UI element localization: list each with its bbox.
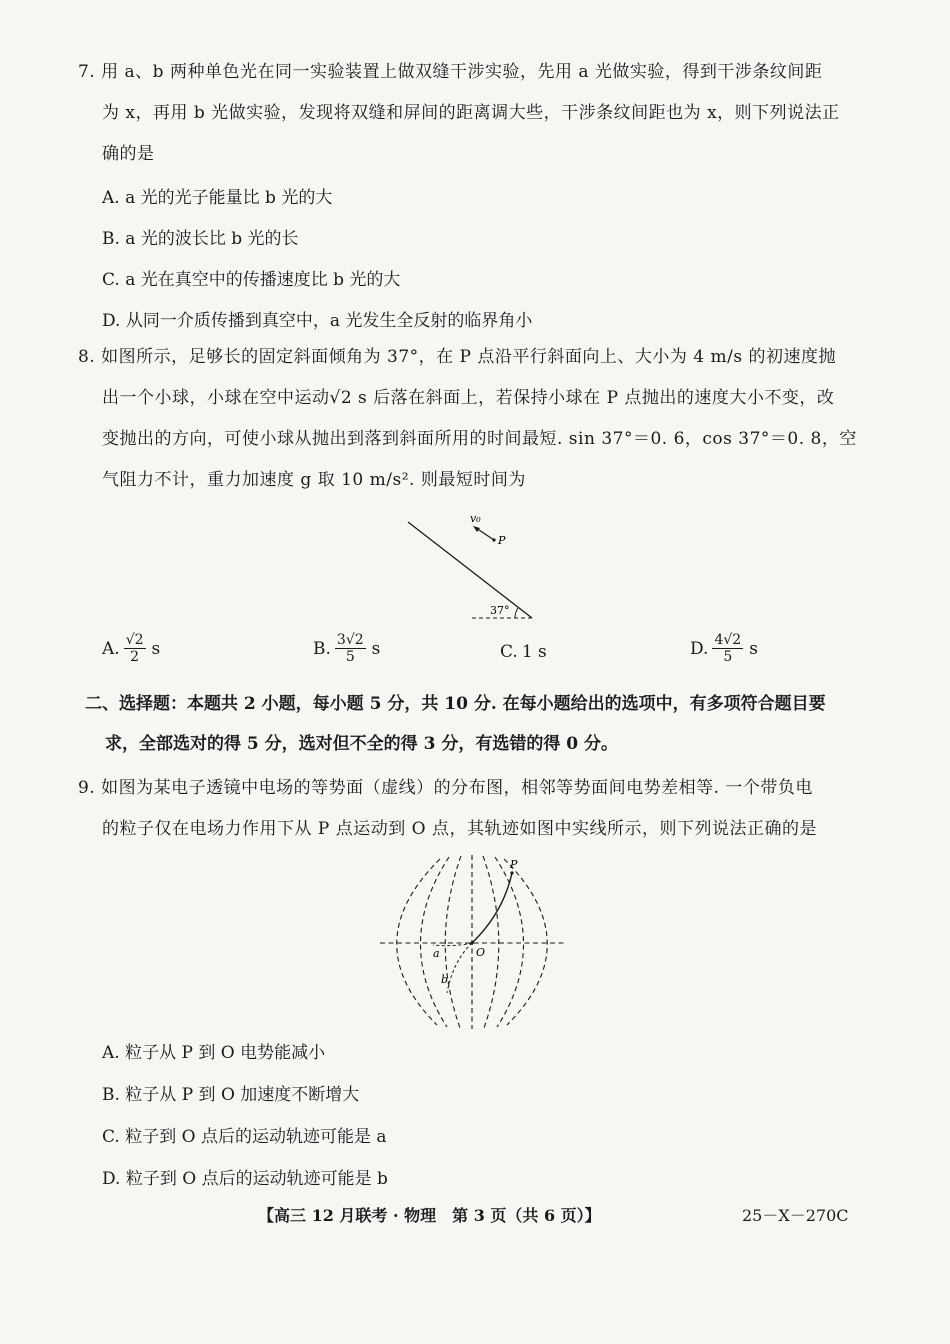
q8-option-d: D. $\frac{4√2}{5}$ s <box>690 632 758 665</box>
page-footer: 【高三 12 月联考 · 物理 第 3 页（共 6 页）】 <box>258 1206 601 1225</box>
q9-option-d: D. 粒子到 O 点后的运动轨迹可能是 b <box>102 1169 388 1189</box>
question-7 <box>78 52 858 175</box>
q8-line-2: 出一个小球，小球在空中运动√2 s 后落在斜面上，若保持小球在 P 点抛出的速度大小不变，改 <box>102 388 835 408</box>
q8-line-3: 变抛出的方向，可使小球从抛出到落到斜面所用的时间最短. sin 37°＝0. 6，cos 37°＝0. 8，空 <box>102 429 857 449</box>
q7-option-d: D. 从同一介质传播到真空中，a 光发生全反射的临界角小 <box>102 311 533 331</box>
section-2-line-1: 二、选择题：本题共 2 小题，每小题 5 分，共 10 分. 在每小题给出的选项中，有多项符合题目要 <box>85 694 826 714</box>
paper-code: 25－X－270C <box>742 1206 849 1225</box>
q9-option-c: C. 粒子到 O 点后的运动轨迹可能是 a <box>102 1127 387 1147</box>
q7-line-1: 7. 用 a、b 两种单色光在同一实验装置上做双缝干涉实验，先用 a 光做实验，得到干涉条纹间距 <box>78 62 823 82</box>
q9-option-b: B. 粒子从 P 到 O 加速度不断增大 <box>102 1085 360 1105</box>
q7-option-c: C. a 光在真空中的传播速度比 b 光的大 <box>102 270 401 290</box>
p-label: P <box>498 534 506 547</box>
incline-surface <box>408 522 532 618</box>
q7-option-a: A. a 光的光子能量比 b 光的大 <box>102 188 333 208</box>
trajectory <box>472 873 512 943</box>
a-label: a <box>433 947 440 960</box>
q7-line-2: 为 x，再用 b 光做实验，发现将双缝和屏间的距离调大些，干涉条纹间距也为 x，则下列说法正 <box>102 103 840 123</box>
incline-figure <box>400 508 545 623</box>
q8-line-4: 气阻力不计，重力加速度 g 取 10 m/s². 则最短时间为 <box>102 470 526 490</box>
velocity-arrow <box>476 528 494 540</box>
q8-line-1: 8. 如图所示，足够长的固定斜面倾角为 37°，在 P 点沿平行斜面向上、大小为 4 m/s 的初速度抛 <box>78 347 837 367</box>
point-p <box>510 871 513 874</box>
point-o <box>470 941 473 944</box>
q8-option-b: B. $\frac{3√2}{5}$ s <box>313 632 381 665</box>
equipotential-figure <box>375 853 570 1031</box>
equipotential-left-outer <box>397 859 440 1025</box>
point-p <box>492 538 495 541</box>
q9-option-a: A. 粒子从 P 到 O 电势能减小 <box>102 1043 326 1063</box>
o-label: O <box>476 946 486 959</box>
p-label: P <box>510 858 518 871</box>
section-2-heading <box>85 684 860 764</box>
angle-label: 37° <box>490 604 510 617</box>
q9-line-1: 9. 如图为某电子透镜中电场的等势面（虚线）的分布图，相邻等势面间电势差相等. 一个带负电 <box>78 778 813 798</box>
q7-option-b: B. a 光的波长比 b 光的长 <box>102 229 299 249</box>
equipotential-right-inner <box>483 856 499 1028</box>
question-9 <box>78 768 858 850</box>
q8-option-a: A. $\frac{√2}{2}$ s <box>102 632 161 665</box>
q9-line-2: 的粒子仅在电场力作用下从 P 点运动到 O 点，其轨迹如图中实线所示，则下列说法正确的是 <box>102 819 817 839</box>
b-label: b <box>441 973 449 986</box>
velocity-arrowhead <box>473 526 480 532</box>
q7-line-3: 确的是 <box>102 144 155 164</box>
angle-arc <box>515 608 518 618</box>
equipotential-right-outer <box>504 859 547 1025</box>
section-2-line-2: 求，全部选对的得 5 分，选对但不全的得 3 分，有选错的得 0 分。 <box>105 734 618 754</box>
q8-option-c: C. 1 s <box>500 642 547 662</box>
v0-label: v₀ <box>470 512 481 525</box>
equipotential-left-inner <box>445 856 461 1028</box>
question-8 <box>78 337 858 501</box>
trajectory-b <box>447 943 472 993</box>
